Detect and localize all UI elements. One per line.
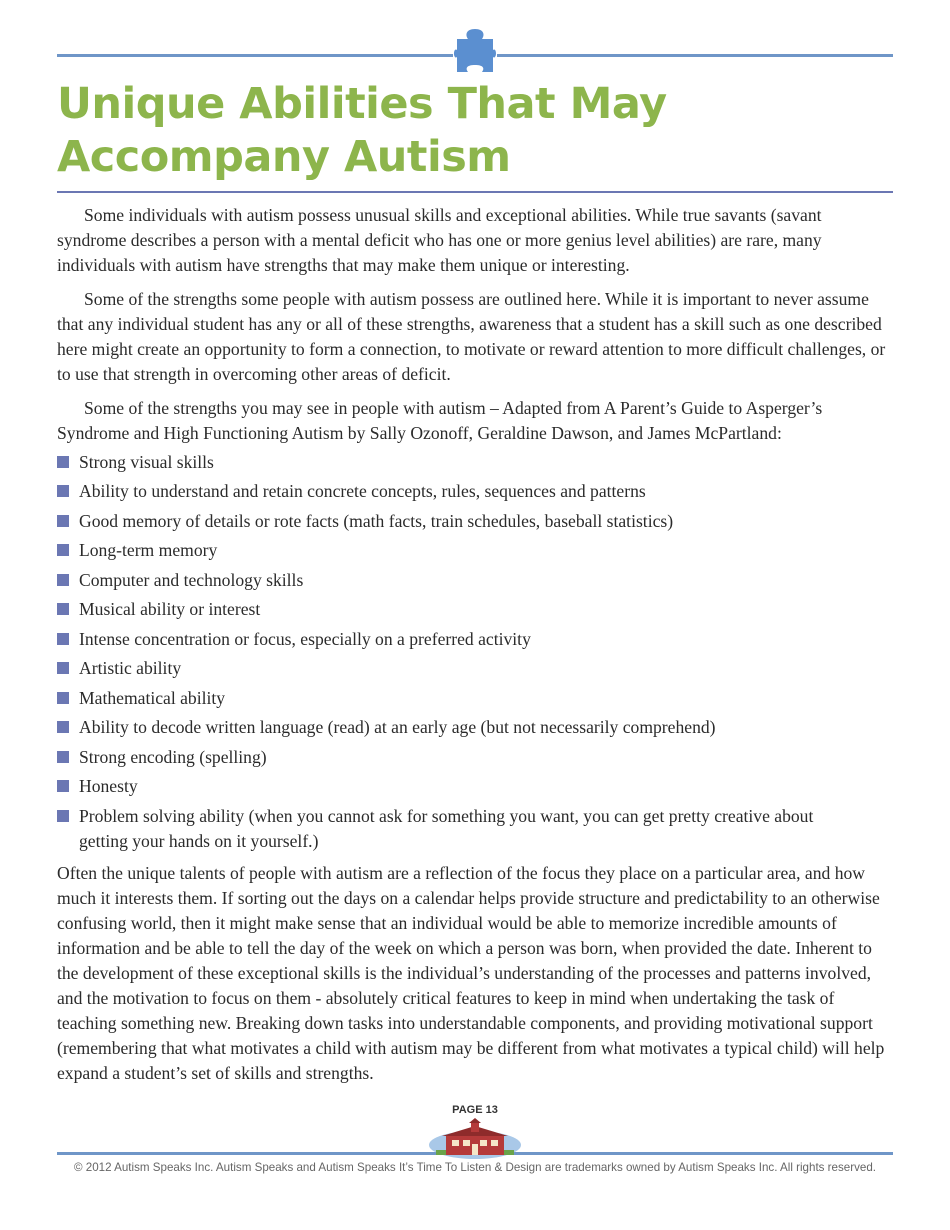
list-item: Problem solving ability (when you cannot ask for something you want, you can get pretty creative about getting your hands on it yourself.) [57, 804, 831, 854]
page-title [57, 78, 667, 184]
intro-paragraph: Some individuals with autism possess unusual skills and exceptional abilities. While true savants (savant syndrome describes a person with a mental deficit who has one or more genius level abilities) are rare, many individuals with autism have strengths that may make them unique or interesting. [57, 205, 822, 275]
list-item: Ability to decode written language (read) at an early age (but not necessarily comprehend) [57, 715, 895, 740]
list-item: Good memory of details or rote facts (math facts, train schedules, baseball statistics) [57, 509, 895, 534]
conclusion-paragraph: Often the unique talents of people with autism are a reflection of the focus they place on a particular area, and how much it interests them. If sorting out the days on a calendar helps provide structure and predictability to an otherwise confusing world, then it might make sense that an individual would be able to memorize incredible amounts of information and be able to tell the day of the week on which a person was born, when provided the date. Inherent to the development of these exceptional skills is the individual’s understanding of the processes and patterns involved, and the motivation to focus on them - absolutely critical features to keep in mind when undertaking the task of teaching something new. Breaking down tasks into understandable components, and providing motivational support (remembering that what motivates a child with autism may be different from what motivates a typical child) will help expand a student’s set of skills and strengths. [57, 863, 885, 1084]
list-item: Intense concentration or focus, especially on a preferred activity [57, 627, 895, 652]
title-rule [57, 191, 893, 193]
bullet-square-icon [57, 603, 69, 615]
bullet-square-icon [57, 633, 69, 645]
list-item: Strong visual skills [57, 450, 895, 475]
bullet-square-icon [57, 574, 69, 586]
copyright-notice: © 2012 Autism Speaks Inc. Autism Speaks and Autism Speaks It’s Time To Listen & Design are trademarks owned by Autism Speaks Inc. All rights reserved. [73, 1161, 877, 1174]
article-body [57, 203, 895, 1095]
puzzle-piece-icon [453, 27, 497, 75]
list-item: Honesty [57, 774, 895, 799]
strengths-list [57, 450, 895, 853]
list-item: Mathematical ability [57, 686, 895, 711]
bullet-square-icon [57, 456, 69, 468]
bullet-square-icon [57, 485, 69, 497]
list-item: Long-term memory [57, 538, 895, 563]
bullet-square-icon [57, 692, 69, 704]
bullet-square-icon [57, 515, 69, 527]
bullet-square-icon [57, 662, 69, 674]
list-item: Ability to understand and retain concrete concepts, rules, sequences and patterns [57, 479, 895, 504]
bullet-square-icon [57, 810, 69, 822]
list-item: Artistic ability [57, 656, 895, 681]
source-paragraph: Some of the strengths you may see in people with autism – Adapted from A Parent’s Guide to Asperger’s Syndrome and High Functioning Autism by Sally Ozonoff, Geraldine Dawson, and James McPartland: [57, 398, 823, 443]
bullet-square-icon [57, 780, 69, 792]
title-line-1: Unique Abilities That May [57, 79, 667, 129]
bullet-square-icon [57, 751, 69, 763]
schoolhouse-icon [428, 1117, 522, 1159]
bullet-square-icon [57, 721, 69, 733]
list-item: Strong encoding (spelling) [57, 745, 895, 770]
strengths-paragraph: Some of the strengths some people with autism possess are outlined here. While it is important to never assume that any individual student has any or all of these strengths, awareness that a student has a skill such as one described here might create an opportunity to form a connection, to motivate or reward attention to more difficult challenges, or to use that strength in overcoming other areas of deficit. [57, 289, 886, 384]
list-item: Musical ability or interest [57, 597, 895, 622]
list-item: Computer and technology skills [57, 568, 895, 593]
title-line-2: Accompany Autism [57, 132, 511, 182]
bullet-square-icon [57, 544, 69, 556]
page-number: PAGE 13 [452, 1104, 498, 1116]
